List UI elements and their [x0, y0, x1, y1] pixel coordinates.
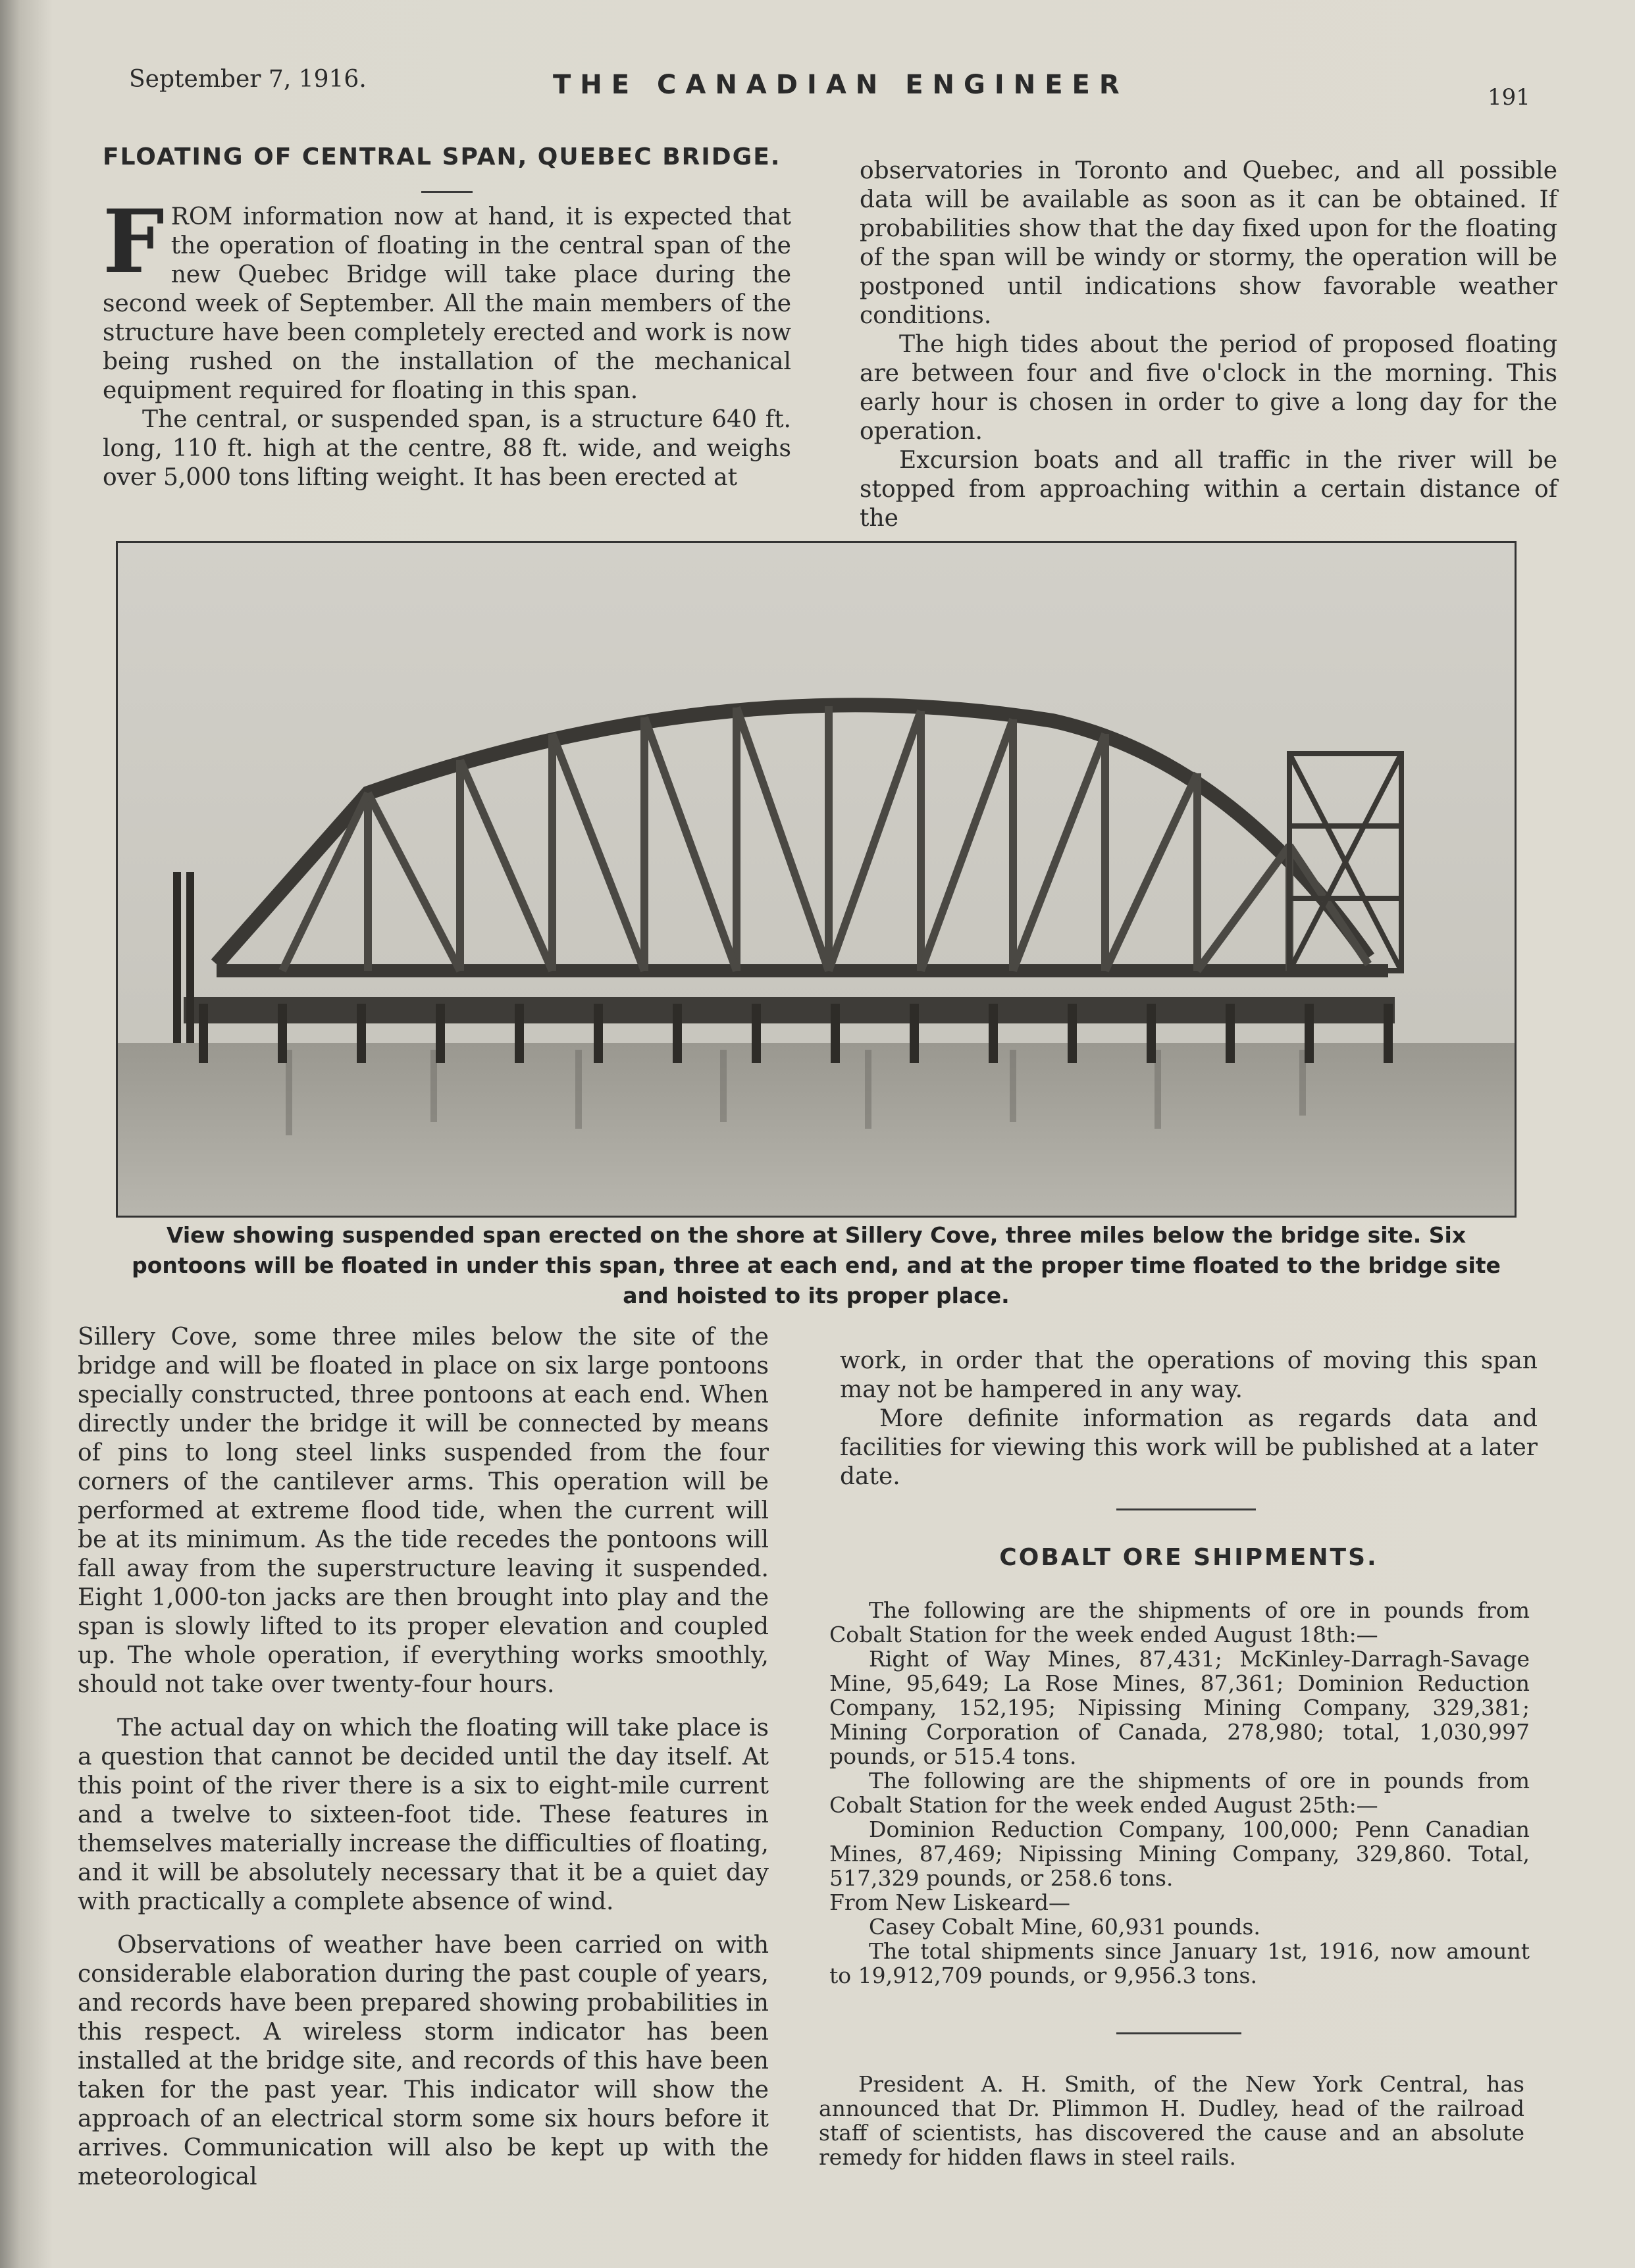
- paragraph: The high tides about the period of proposed floating are between four and five o'clock in the morning. This early hour is chosen in order to give a long day for the operation.: [860, 331, 1557, 445]
- bridge-photograph: [116, 541, 1517, 1218]
- paragraph: Sillery Cove, some three miles below the site of the bridge and will be floated in place on six large pontoons specially constructed, three pontoons at each end. When directly under the bridge it will be connected by means of pins to long steel links suspended from the four corners of the cantilever arms. This operation will be performed at extreme flood tide, when the current will be at its minimum. As the tide recedes the pontoons will fall away from the superstructure leaving it suspended. Eight 1,000-ton jacks are then brought into play and the span is slowly lifted to its proper elevation and coupled up. The whole operation, if everything works smoothly, should not take over twenty-four hours.: [78, 1324, 769, 1698]
- paragraph: From New Liskeard—: [829, 1890, 1070, 1915]
- paragraph: The total shipments since January 1st, 1916, now amount to 19,912,709 pounds, or 9,956.3 tons.: [829, 1938, 1530, 1988]
- paragraph: Observations of weather have been carried on with considerable elaboration during the past couple of years, and records have been prepared showing probabilities in this respect. A wireless storm indicator has been installed at the bridge site, and records of this have been taken for the past year. This indicator will show the approach of an electrical storm some six hours before it arrives. Communication will also be kept up with the meteorological: [78, 1932, 769, 2190]
- paragraph: The following are the shipments of ore in pounds from Cobalt Station for the week ended August 25th:—: [829, 1768, 1530, 1818]
- paragraph: The actual day on which the floating will take place is a question that cannot be decided until the day itself. At this point of the river there is a six to eight-mile current and a twelve to sixteen-foot tide. These features in themselves materially increase the difficulties of floating, and it will be absolutely necessary that it be a quiet day with practically a complete absence of wind.: [78, 1714, 769, 1915]
- paragraph: observatories in Toronto and Quebec, and all possible data will be available as soon as it can be obtained. If probabilities show that the day fixed upon for the floating of the span will be windy or stormy, the operation will be postponed until indications show favorable weather conditions.: [860, 157, 1557, 329]
- paragraph: Excursion boats and all traffic in the river will be stopped from approaching within a certain distance of the: [860, 447, 1557, 532]
- drop-cap: F: [103, 191, 165, 293]
- photo-caption: View showing suspended span erected on the shore at Sillery Cove, three miles below the bridge site. Six pontoons will be floated in under this span, three at each end, and at the proper time floated to the bridge site and hoisted to its proper place.: [132, 1222, 1501, 1308]
- paragraph: More definite information as regards data and facilities for viewing this work will be published at a later date.: [840, 1405, 1538, 1490]
- paragraph: The central, or suspended span, is a structure 640 ft. long, 110 ft. high at the centre, 88 ft. wide, and weighs over 5,000 tons lifting weight. It has been erected at: [103, 406, 791, 491]
- section-rule: [1116, 1508, 1256, 1510]
- cobalt-article: [829, 1598, 1530, 1988]
- paragraph: work, in order that the operations of moving this span may not be hampered in any way.: [840, 1347, 1538, 1403]
- rails-article: [819, 2072, 1524, 2169]
- left-column-top: [103, 191, 791, 492]
- journal-title: THE CANADIAN ENGINEER: [553, 70, 1129, 100]
- paragraph: President A. H. Smith, of the New York Central, has announced that Dr. Plimmon H. Dudley, head of the railroad staff of scientists, has discovered the cause and an absolute remedy for hidden flaws in steel rails.: [819, 2071, 1524, 2170]
- cobalt-title: COBALT ORE SHIPMENTS.: [999, 1544, 1378, 1571]
- paragraph: Casey Cobalt Mine, 60,931 pounds.: [869, 1914, 1260, 1940]
- page-number: 191: [1488, 84, 1530, 111]
- article-title: FLOATING OF CENTRAL SPAN, QUEBEC BRIDGE.: [103, 143, 781, 170]
- left-column-lower: [78, 1323, 769, 2192]
- issue-date: September 7, 1916.: [129, 66, 367, 93]
- paragraph: Right of Way Mines, 87,431; McKinley-Darragh-Savage Mine, 95,649; La Rose Mines, 87,361; Dominion Reduction Company, 152,195; Nipissing Mining Company, 329,381; Mining Corporation of Canada, 278,980; total, 1,030,997 pounds, or 515.4 tons.: [829, 1646, 1530, 1769]
- paragraph: ROM information now at hand, it is expected that the operation of floating in the central span of the new Quebec Bridge will take place during the second week of September. All the main members of the structure have been completely erected and work is now being rushed on the installation of the mechanical equipment required for floating in this span.: [103, 203, 791, 404]
- bridge-span-illustration: [118, 543, 1515, 1216]
- right-column-top: [860, 157, 1557, 533]
- section-rule: [1116, 2032, 1241, 2034]
- paragraph: Dominion Reduction Company, 100,000; Penn Canadian Mines, 87,469; Nipissing Mining Company, 329,860. Total, 517,329 pounds, or 258.6 tons.: [829, 1817, 1530, 1891]
- paragraph: The following are the shipments of ore in pounds from Cobalt Station for the week ended August 18th:—: [829, 1597, 1530, 1647]
- title-rule: [421, 191, 473, 193]
- right-column-lower: [840, 1347, 1538, 1491]
